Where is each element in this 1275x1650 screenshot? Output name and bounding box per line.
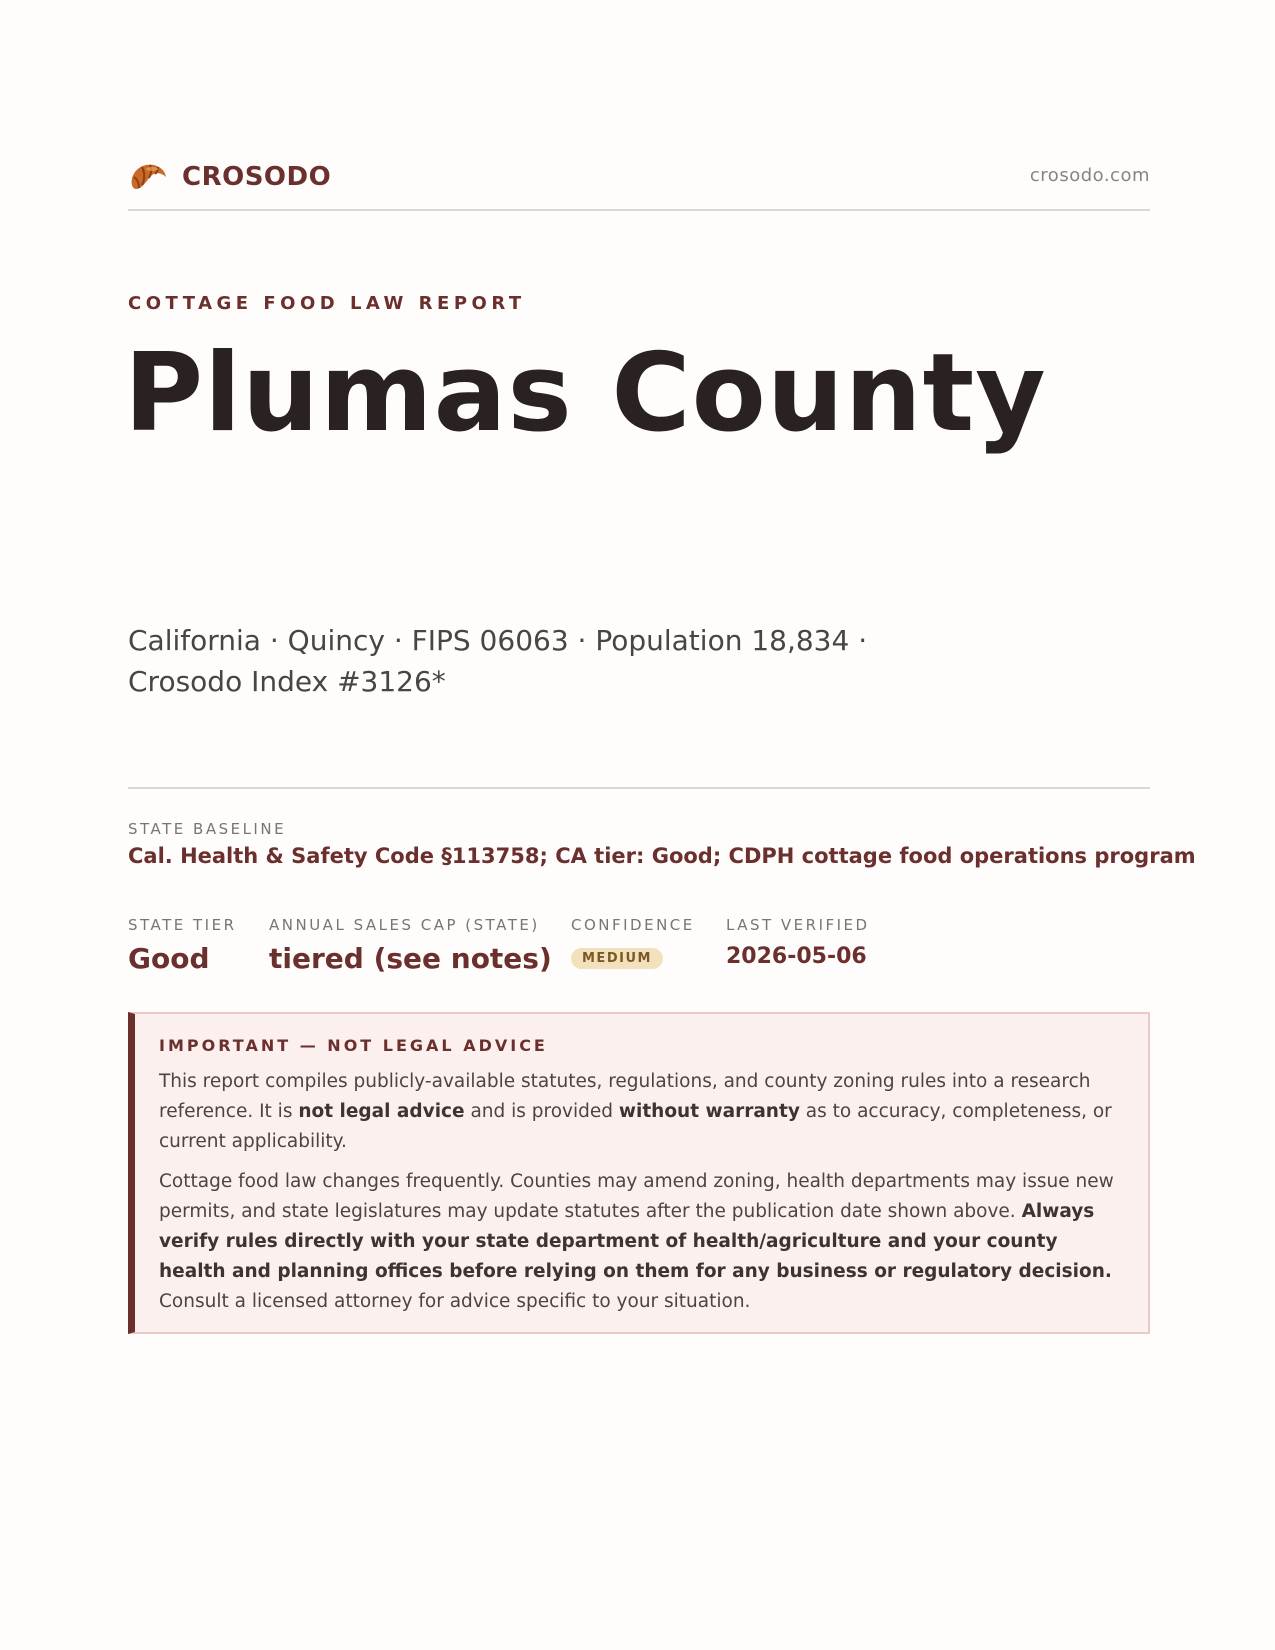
notice-text: Cottage food law changes frequently. Counties may amend zoning, health departments may issue new permits, and state legislatures may update statutes after the publication date shown above.	[159, 1171, 1114, 1222]
page-header	[128, 155, 1150, 211]
stat-confidence	[571, 916, 695, 969]
stat-last-verified	[726, 916, 870, 969]
site-url[interactable]: crosodo.com	[1029, 165, 1150, 186]
brand-name: CROSODO	[182, 162, 332, 192]
brand	[128, 159, 331, 195]
state-baseline-value: Cal. Health & Safety Code §113758; CA tier: Good; CDPH cottage food operations program	[128, 844, 1196, 868]
county-summary	[128, 620, 908, 702]
stat-value: Good	[128, 942, 210, 975]
notice-text: as to accuracy, completeness, or current applicability.	[159, 1101, 1112, 1152]
section-divider	[128, 787, 1150, 789]
notice-emphasis: Always verify rules directly with your state department of health/agriculture and your county health and planning offices before relying on them for any business or regulatory decision.	[159, 1201, 1112, 1282]
stat-state-tier	[128, 916, 237, 975]
stat-label: LAST VERIFIED	[726, 916, 870, 934]
stat-label: STATE TIER	[128, 916, 237, 934]
stat-value: 2026-05-06	[726, 944, 867, 969]
county-summary-line-1: California · Quincy · FIPS 06063 · Population 18,834 ·	[128, 624, 868, 657]
notice-text: and is provided	[464, 1101, 619, 1122]
notice-emphasis: not legal advice	[298, 1101, 465, 1122]
stat-label: ANNUAL SALES CAP (STATE)	[269, 916, 540, 934]
county-summary-line-2: Crosodo Index #3126*	[128, 665, 446, 698]
stats-row	[128, 916, 1150, 976]
notice-heading: IMPORTANT — NOT LEGAL ADVICE	[159, 1036, 548, 1055]
page-title: Plumas County	[124, 331, 1047, 456]
notice-emphasis: without warranty	[618, 1101, 800, 1122]
confidence-badge: MEDIUM	[571, 948, 663, 969]
notice-text: Consult a licensed attorney for advice specific to your situation.	[159, 1291, 751, 1312]
croissant-icon	[128, 159, 168, 195]
legal-notice	[128, 1012, 1150, 1334]
stat-label: CONFIDENCE	[571, 916, 695, 934]
stat-sales-cap	[269, 916, 552, 975]
notice-paragraph-1	[159, 1067, 1124, 1157]
state-baseline-label: STATE BASELINE	[128, 820, 287, 838]
notice-paragraph-2	[159, 1167, 1124, 1317]
stat-value: tiered (see notes)	[269, 942, 552, 975]
notice-text: This report compiles publicly-available statutes, regulations, and county zoning rules into a research reference. It is	[159, 1071, 1091, 1122]
report-type-label: COTTAGE FOOD LAW REPORT	[128, 293, 526, 314]
